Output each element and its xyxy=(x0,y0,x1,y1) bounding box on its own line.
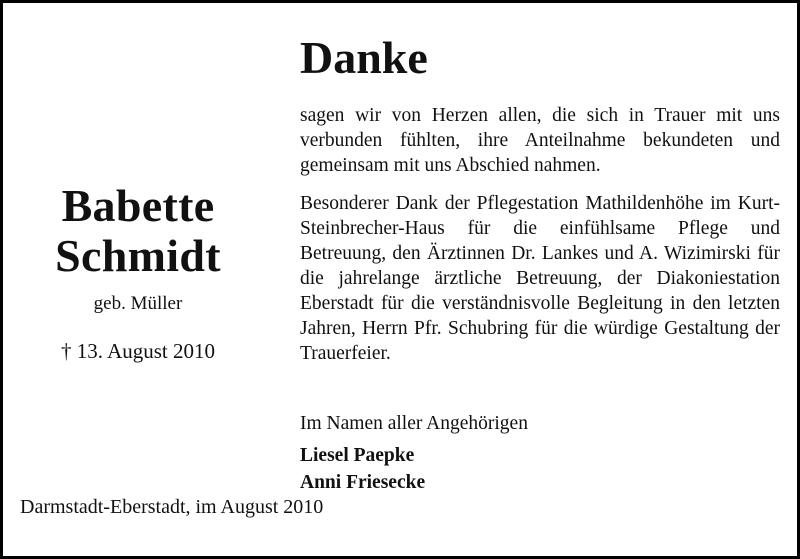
deceased-last-name: Schmidt xyxy=(55,230,221,281)
place-date: Darmstadt-Eberstadt, im August 2010 xyxy=(20,496,324,518)
thanks-block xyxy=(300,31,780,496)
notice-title: Danke xyxy=(300,32,428,83)
signature-name-2: Anni Friesecke xyxy=(300,472,426,493)
signature-names xyxy=(300,442,780,496)
thanks-paragraph-1: sagen wir von Herzen allen, die sich in Trauer mit uns verbunden fühlten, ihre Anteilnahme bekundeten und gemeinsam mit uns Abschied nahmen. xyxy=(300,105,780,176)
deceased-first-name: Babette xyxy=(61,180,215,231)
maiden-name: geb. Müller xyxy=(93,293,183,314)
thanks-paragraph-2: Besonderer Dank der Pflegestation Mathildenhöhe im Kurt-Steinbrecher-Haus für die einfühlsame Pflege und Betreuung, den Ärztinnen Dr. Lankes und A. Wizimirski für die jahrelange ärztliche Betreuung, der Diakoniestation Eberstadt für die verständnisvolle Begleitung in den letzten Jahren, Herrn Pfr. Schubring für die würdige Gestaltung der Trauerfeier. xyxy=(300,193,780,364)
signature-intro: Im Namen aller Angehörigen xyxy=(300,413,528,434)
death-date: † 13. August 2010 xyxy=(60,339,215,363)
signature-name-1: Liesel Paepke xyxy=(300,445,415,466)
deceased-block xyxy=(3,181,273,364)
